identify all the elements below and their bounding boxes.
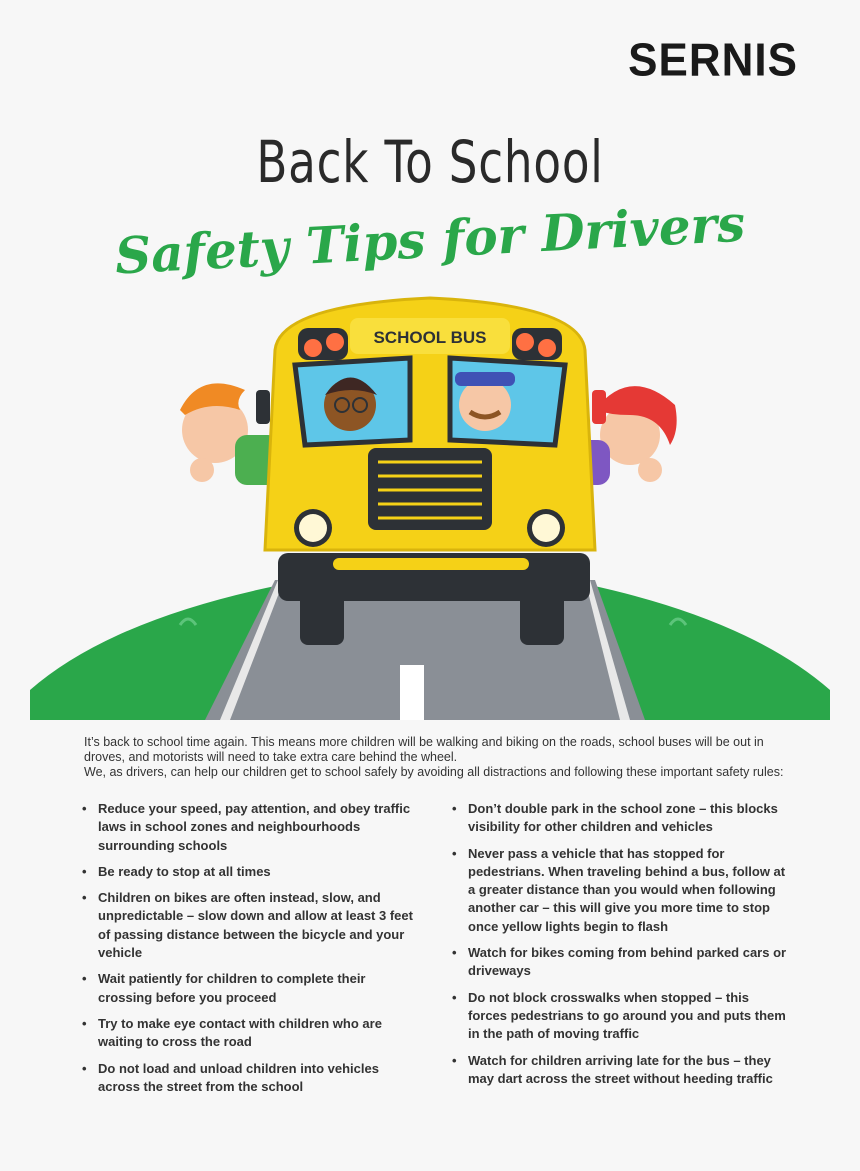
tip-item: • Watch for bikes coming from behind parked cars or driveways [450, 944, 790, 981]
tips-left-column [80, 800, 420, 1104]
tip-item: • Children on bikes are often instead, slow, and unpredictable – slow down and allow at least 3 feet of passing distance between the bicycle and your vehicle [80, 889, 420, 962]
tip-item: • Watch for children arriving late for the bus – they may dart across the street without heeding traffic [450, 1052, 790, 1089]
tips-columns [80, 800, 790, 1104]
page-title: Back To School [256, 128, 604, 196]
bus-sign-text: SCHOOL BUS [373, 328, 487, 347]
intro-text [84, 735, 784, 780]
school-bus-illustration [30, 290, 830, 720]
tip-item: • Do not load and unload children into vehicles across the street from the school [80, 1060, 420, 1097]
page-subtitle: Safety Tips for Drivers [113, 193, 747, 286]
tip-item: • Don’t double park in the school zone – this blocks visibility for other children and vehicles [450, 800, 790, 837]
tip-item: • Never pass a vehicle that has stopped for pedestrians. When traveling behind a bus, follow at a greater distance than you would when following another car – this will give you more time to stop once yellow lights begin to flash [450, 845, 790, 936]
intro-paragraph: We, as drivers, can help our children get to school safely by avoiding all distractions and following these important safety rules: [84, 765, 784, 779]
tips-right-column [450, 800, 790, 1104]
tip-item: • Wait patiently for children to complete their crossing before you proceed [80, 970, 420, 1007]
tip-item: • Reduce your speed, pay attention, and obey traffic laws in school zones and neighbourhoods surrounding schools [80, 800, 420, 855]
tip-item: • Be ready to stop at all times [80, 863, 420, 881]
intro-paragraph: It’s back to school time again. This means more children will be walking and biking on the roads, school buses will be out in droves, and motorists will need to take extra care behind the wheel. [84, 735, 764, 764]
tip-item: • Try to make eye contact with children who are waiting to cross the road [80, 1015, 420, 1052]
brand-logo: SERNIS [628, 34, 798, 87]
tip-item: • Do not block crosswalks when stopped – this forces pedestrians to go around you and puts them in the path of moving traffic [450, 989, 790, 1044]
